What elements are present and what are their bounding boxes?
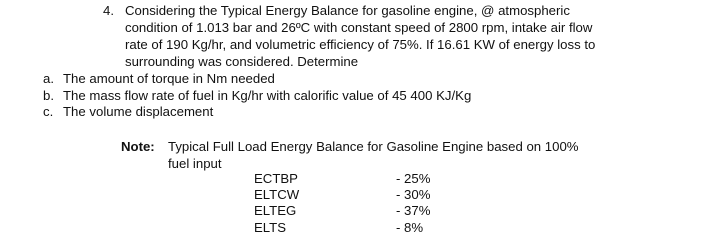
problem-line: Considering the Typical Energy Balance for gasoline engine, @ atmospheric: [125, 3, 570, 18]
sub-question-c: [43, 104, 471, 121]
note-line: Typical Full Load Energy Balance for Gasoline Engine based on 100%: [168, 139, 579, 154]
problem-line: rate of 190 Kg/hr, and volumetric efficiency of 75%. If 16.61 KW of energy loss to: [125, 37, 596, 52]
note-label: Note:: [121, 139, 155, 154]
balance-term: ELTS: [254, 219, 287, 235]
sub-question-list: [43, 71, 471, 121]
sub-question-text: The mass flow rate of fuel in Kg/hr with calorific value of 45 400 KJ/Kg: [63, 87, 472, 103]
sub-question-text: The volume displacement: [63, 104, 214, 119]
sub-question-marker: c.: [43, 104, 54, 119]
balance-term: ELTEG: [254, 203, 297, 219]
sub-question-a: [43, 71, 471, 88]
balance-term: ELTCW: [254, 187, 300, 203]
sub-question-marker: b.: [43, 87, 54, 103]
balance-value: - 25%: [396, 171, 431, 186]
sub-question-marker: a.: [43, 71, 54, 86]
sub-question-b: [43, 88, 471, 105]
note-line: fuel input: [168, 156, 222, 171]
problem-line: surrounding was considered. Determine: [125, 54, 359, 69]
balance-value: - 8%: [396, 219, 424, 235]
sub-question-text: The amount of torque in Nm needed: [63, 71, 275, 86]
problem-number: 4.: [103, 3, 114, 18]
problem-statement: [125, 2, 655, 70]
balance-value: - 30%: [396, 187, 431, 203]
note-text: [168, 138, 628, 172]
balance-term: ECTBP: [254, 171, 298, 186]
balance-value: - 37%: [396, 203, 431, 219]
problem-line: condition of 1.013 bar and 26ºC with constant speed of 2800 rpm, intake air flow: [125, 20, 593, 35]
